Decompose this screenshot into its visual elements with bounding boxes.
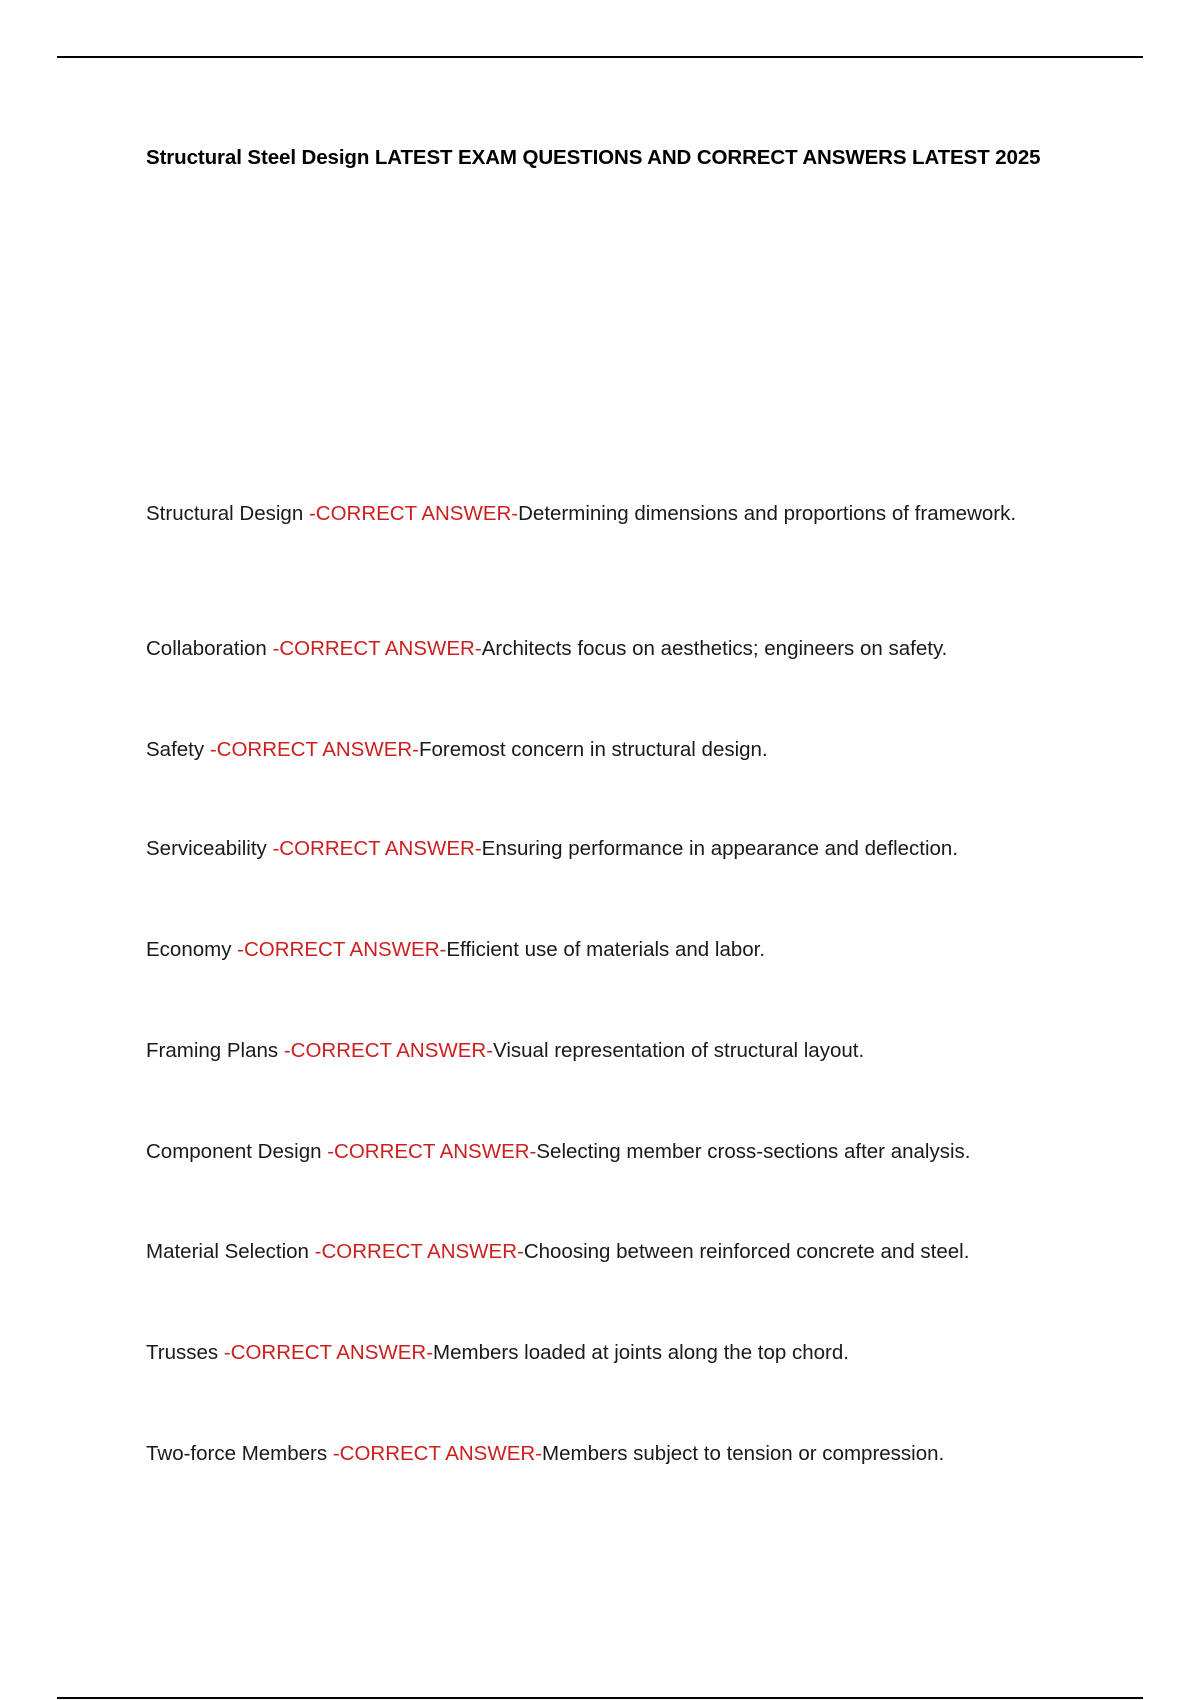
qa-item-component-design (146, 1135, 1046, 1169)
footer-rule (57, 1697, 1143, 1699)
qa-separator: -CORRECT ANSWER- (332, 1442, 543, 1465)
qa-term: Two-force Members (146, 1442, 333, 1465)
qa-definition: Efficient use of materials and labor. (446, 938, 766, 961)
qa-separator: -CORRECT ANSWER- (209, 738, 419, 761)
qa-separator: -CORRECT ANSWER- (272, 837, 482, 860)
qa-item-safety (146, 733, 1046, 767)
qa-definition: Selecting member cross-sections after analysis. (536, 1140, 971, 1163)
qa-definition: Foremost concern in structural design. (419, 738, 768, 761)
qa-term: Trusses (146, 1341, 224, 1364)
qa-separator: -CORRECT ANSWER- (272, 637, 482, 660)
qa-separator: -CORRECT ANSWER- (314, 1240, 524, 1263)
qa-term: Economy (146, 938, 238, 961)
header-rule (57, 56, 1143, 58)
qa-item-two-force-members (146, 1437, 1046, 1471)
qa-item-serviceability (146, 832, 1046, 866)
qa-separator: -CORRECT ANSWER- (237, 938, 447, 961)
qa-definition: Ensuring performance in appearance and deflection. (481, 837, 959, 860)
qa-term: Component Design (146, 1140, 328, 1163)
qa-definition: Visual representation of structural layout. (493, 1039, 865, 1062)
qa-separator: -CORRECT ANSWER- (308, 502, 519, 525)
qa-definition: Choosing between reinforced concrete and steel. (523, 1240, 970, 1263)
document-title: Structural Steel Design LATEST EXAM QUESTIONS AND CORRECT ANSWERS LATEST 2025 (146, 146, 1041, 169)
qa-term: Material Selection (146, 1240, 315, 1263)
qa-definition: Members subject to tension or compression. (542, 1442, 945, 1465)
qa-definition: Architects focus on aesthetics; engineers on safety. (481, 637, 948, 660)
qa-item-collaboration (146, 632, 1046, 666)
qa-separator: -CORRECT ANSWER- (223, 1341, 434, 1364)
qa-term: Safety (146, 738, 210, 761)
qa-item-structural-design (146, 497, 1046, 531)
qa-item-economy (146, 933, 1046, 967)
qa-definition: Members loaded at joints along the top chord. (433, 1341, 849, 1364)
qa-term: Framing Plans (146, 1039, 284, 1062)
qa-term: Collaboration (146, 637, 273, 660)
qa-term: Structural Design (146, 502, 309, 525)
qa-definition: Determining dimensions and proportions of framework. (518, 502, 1017, 525)
qa-term: Serviceability (146, 837, 273, 860)
qa-item-framing-plans (146, 1034, 1046, 1068)
qa-separator: -CORRECT ANSWER- (327, 1140, 537, 1163)
qa-separator: -CORRECT ANSWER- (283, 1039, 494, 1062)
qa-item-material-selection (146, 1235, 1046, 1269)
qa-item-trusses (146, 1336, 1046, 1370)
